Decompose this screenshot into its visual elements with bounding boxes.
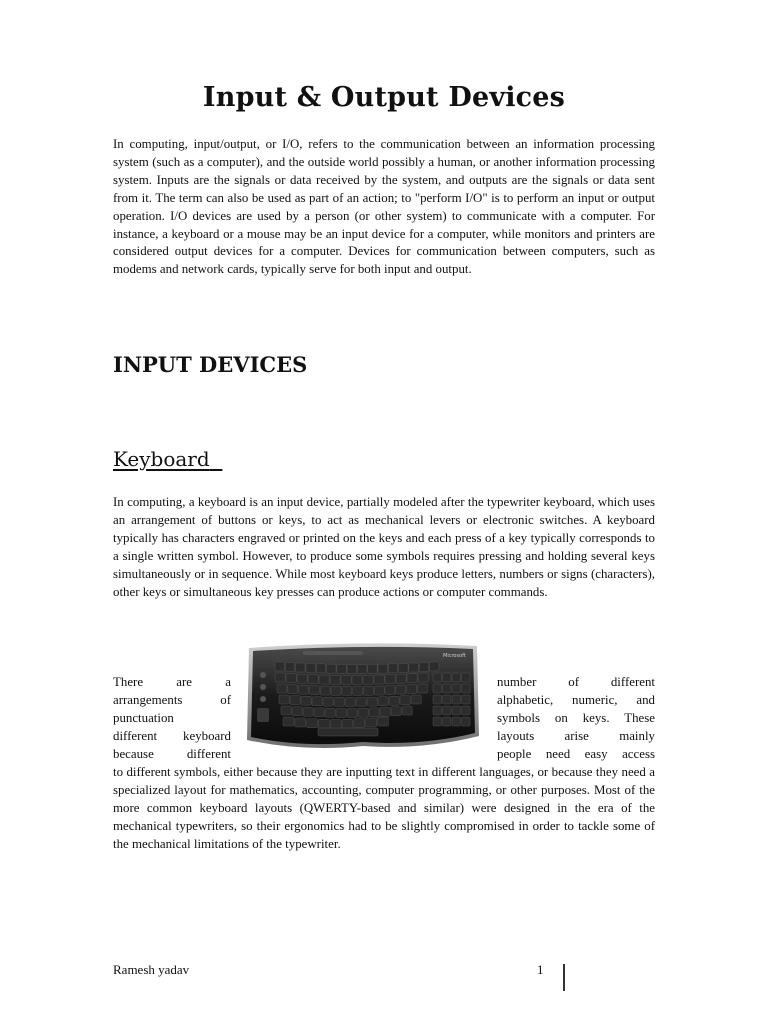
keyboard-paragraph-continued: to different symbols, either because they are inputting text in different languages, or because they need a specialized layout for mathematics, accounting, computer programming, or other purposes. Most of the more common keyboard layouts (QWERTY-based and similar) were designed in the era of the mechanical typewriters, so their ergonomics had to be slightly compromised in order to tackle some of the mechanical limitations of the typewriter. — [113, 765, 655, 851]
keyboard-key — [385, 675, 395, 684]
keyboard-key — [320, 686, 330, 695]
keyboard-key — [411, 695, 421, 704]
keyboard-key — [391, 707, 401, 716]
numpad-key — [433, 673, 442, 682]
keyboard-key — [319, 675, 329, 684]
keyboard-key — [307, 719, 318, 728]
keyboard-key — [288, 685, 298, 694]
keyboard-key — [314, 708, 324, 717]
subsection-heading-text: Keyboard — [113, 447, 210, 471]
keyboard-key — [400, 696, 410, 705]
keyboard-key — [285, 663, 295, 672]
keyboard-key — [354, 719, 365, 728]
float-left-line: punctuation — [113, 710, 174, 725]
keyboard-key — [363, 686, 373, 695]
keyboard-key — [358, 708, 368, 717]
keyboard-key — [430, 662, 440, 671]
numpad-key — [433, 695, 442, 704]
numpad-key — [443, 673, 452, 682]
keyboard-key — [378, 664, 388, 673]
keyboard-key — [334, 697, 344, 706]
numpad-key — [452, 673, 461, 682]
keyboard-key — [286, 674, 296, 683]
numpad-key — [443, 717, 452, 726]
keyboard-key — [292, 707, 302, 716]
keyboard-key — [366, 718, 377, 727]
numpad-key — [462, 673, 471, 682]
float-left-line: because different — [113, 746, 231, 761]
keyboard-key — [342, 686, 352, 695]
keyboard-key — [369, 708, 379, 717]
numpad-key — [452, 717, 461, 726]
keyboard-key — [330, 675, 340, 684]
numpad-key — [452, 706, 461, 715]
float-left-column — [113, 674, 231, 764]
keyboard-key — [418, 673, 428, 682]
intro-paragraph: In computing, input/output, or I/O, refers to the communication between an information processing system (such as a computer), and the outside world possibly a human, or another information processing system. Inputs are the signals or data received by the system, and outputs are the signals or data sent from it. The term can also be used as part of an action; to "perform I/O" is to perform an input or output operation. I/O devices are used by a person (or other system) to communicate with a computer. For instance, a keyboard or a mouse may be an input device for a computer, while monitors and printers are considered output devices for a computer. Devices for communication between computers, such as modems and network cards, typically serve for both input and output. — [113, 137, 655, 277]
float-right-column — [497, 674, 655, 764]
keyboard-key — [363, 675, 373, 684]
keyboard-key — [342, 719, 353, 728]
keyboard-key — [347, 664, 357, 673]
keyboard-key — [281, 706, 291, 715]
keyboard-key — [301, 696, 311, 705]
keyboard-key — [402, 706, 412, 715]
keyboard-key — [309, 686, 319, 695]
keyboard-key — [357, 664, 367, 673]
keyboard-key — [407, 674, 417, 683]
keyboard-key — [323, 697, 333, 706]
numpad-key — [433, 717, 442, 726]
keyboard-key — [419, 663, 429, 672]
keyboard-key — [356, 697, 366, 706]
numpad-key — [433, 684, 442, 693]
keyboard-key — [337, 664, 347, 673]
keyboard-key — [295, 718, 306, 727]
keyboard-image — [243, 640, 483, 758]
keyboard-key — [353, 686, 363, 695]
keyboard-key — [409, 663, 419, 672]
keyboard-key — [378, 697, 388, 706]
page-number: 1 — [537, 962, 544, 977]
float-right-line: people need easy access — [497, 746, 655, 761]
keyboard-key — [330, 720, 341, 729]
keyboard-key — [367, 697, 377, 706]
keyboard-key — [385, 686, 395, 695]
keyboard-key — [377, 717, 388, 726]
keyboard-paragraph: In computing, a keyboard is an input device, partially modeled after the typewriter keyboard, which uses an arrangement of buttons or keys, to act as mechanical levers or electronic switches. A keyboard typically has characters engraved or printed on the keys and each press of a key typically corresponds to a single written symbol. However, to produce some symbols requires pressing and holding several keys simultaneously or in sequence. While most keyboard keys produce letters, numbers or signs (characters), other keys or simultaneous key presses can produce actions or computer commands. — [113, 495, 655, 599]
numpad-key — [462, 684, 471, 693]
keyboard-key — [336, 708, 346, 717]
keyboard-key — [318, 719, 329, 728]
numpad-key — [443, 695, 452, 704]
keyboard-key — [275, 662, 285, 671]
keyboard-key — [374, 675, 384, 684]
keyboard-key — [396, 674, 406, 683]
keyboard-key — [347, 708, 357, 717]
keyboard-key — [331, 686, 341, 695]
keyboard-key — [352, 675, 362, 684]
numpad-key — [443, 706, 452, 715]
numpad-key — [462, 706, 471, 715]
keyboard-key — [312, 697, 322, 706]
keyboard-key — [396, 685, 406, 694]
keyboard-key — [306, 663, 316, 672]
float-right-line: number of different — [497, 675, 655, 689]
numpad-key — [433, 706, 442, 715]
numpad-key — [462, 695, 471, 704]
keyboard-key — [283, 717, 294, 726]
section-heading: INPUT DEVICES — [113, 352, 308, 377]
keyboard-key — [345, 698, 355, 707]
keyboard-key — [296, 663, 306, 672]
keyboard-key — [297, 674, 307, 683]
spacebar-key — [318, 728, 378, 736]
keyboard-key — [380, 707, 390, 716]
float-right-line: symbols on keys. These — [497, 710, 655, 725]
float-left-line: arrangements of — [113, 692, 231, 707]
keyboard-key — [279, 695, 289, 704]
float-right-line: layouts arise mainly — [497, 728, 655, 743]
keyboard-key — [399, 663, 409, 672]
keyboard-key — [389, 696, 399, 705]
keyboard-key — [299, 685, 309, 694]
keyboard-key — [303, 707, 313, 716]
numpad-key — [452, 684, 461, 693]
keyboard-key — [327, 664, 337, 673]
footer-divider — [563, 964, 565, 991]
footer-author: Ramesh yadav — [113, 962, 190, 977]
keyboard-key — [417, 684, 427, 693]
keyboard-key — [316, 664, 326, 673]
float-right-line: alphabetic, numeric, and — [497, 692, 655, 707]
numpad-key — [452, 695, 461, 704]
keyboard-key — [374, 686, 384, 695]
keyboard-key — [277, 684, 287, 693]
float-left-line: different keyboard — [113, 728, 231, 743]
keyboard-key — [388, 664, 398, 673]
keyboard-key — [407, 685, 417, 694]
keyboard-key — [325, 708, 335, 717]
numpad-key — [443, 684, 452, 693]
keyboard-key — [308, 675, 318, 684]
subsection-heading — [113, 447, 222, 471]
brand-logo-text: Microsoft — [443, 653, 466, 659]
keyboard-key — [290, 696, 300, 705]
page-title: Input & Output Devices — [202, 82, 566, 113]
keyboard-key — [368, 664, 378, 673]
numpad-key — [462, 717, 471, 726]
float-left-line: There are a — [113, 675, 231, 689]
keyboard-key — [275, 673, 285, 682]
keyboard-key — [341, 675, 351, 684]
